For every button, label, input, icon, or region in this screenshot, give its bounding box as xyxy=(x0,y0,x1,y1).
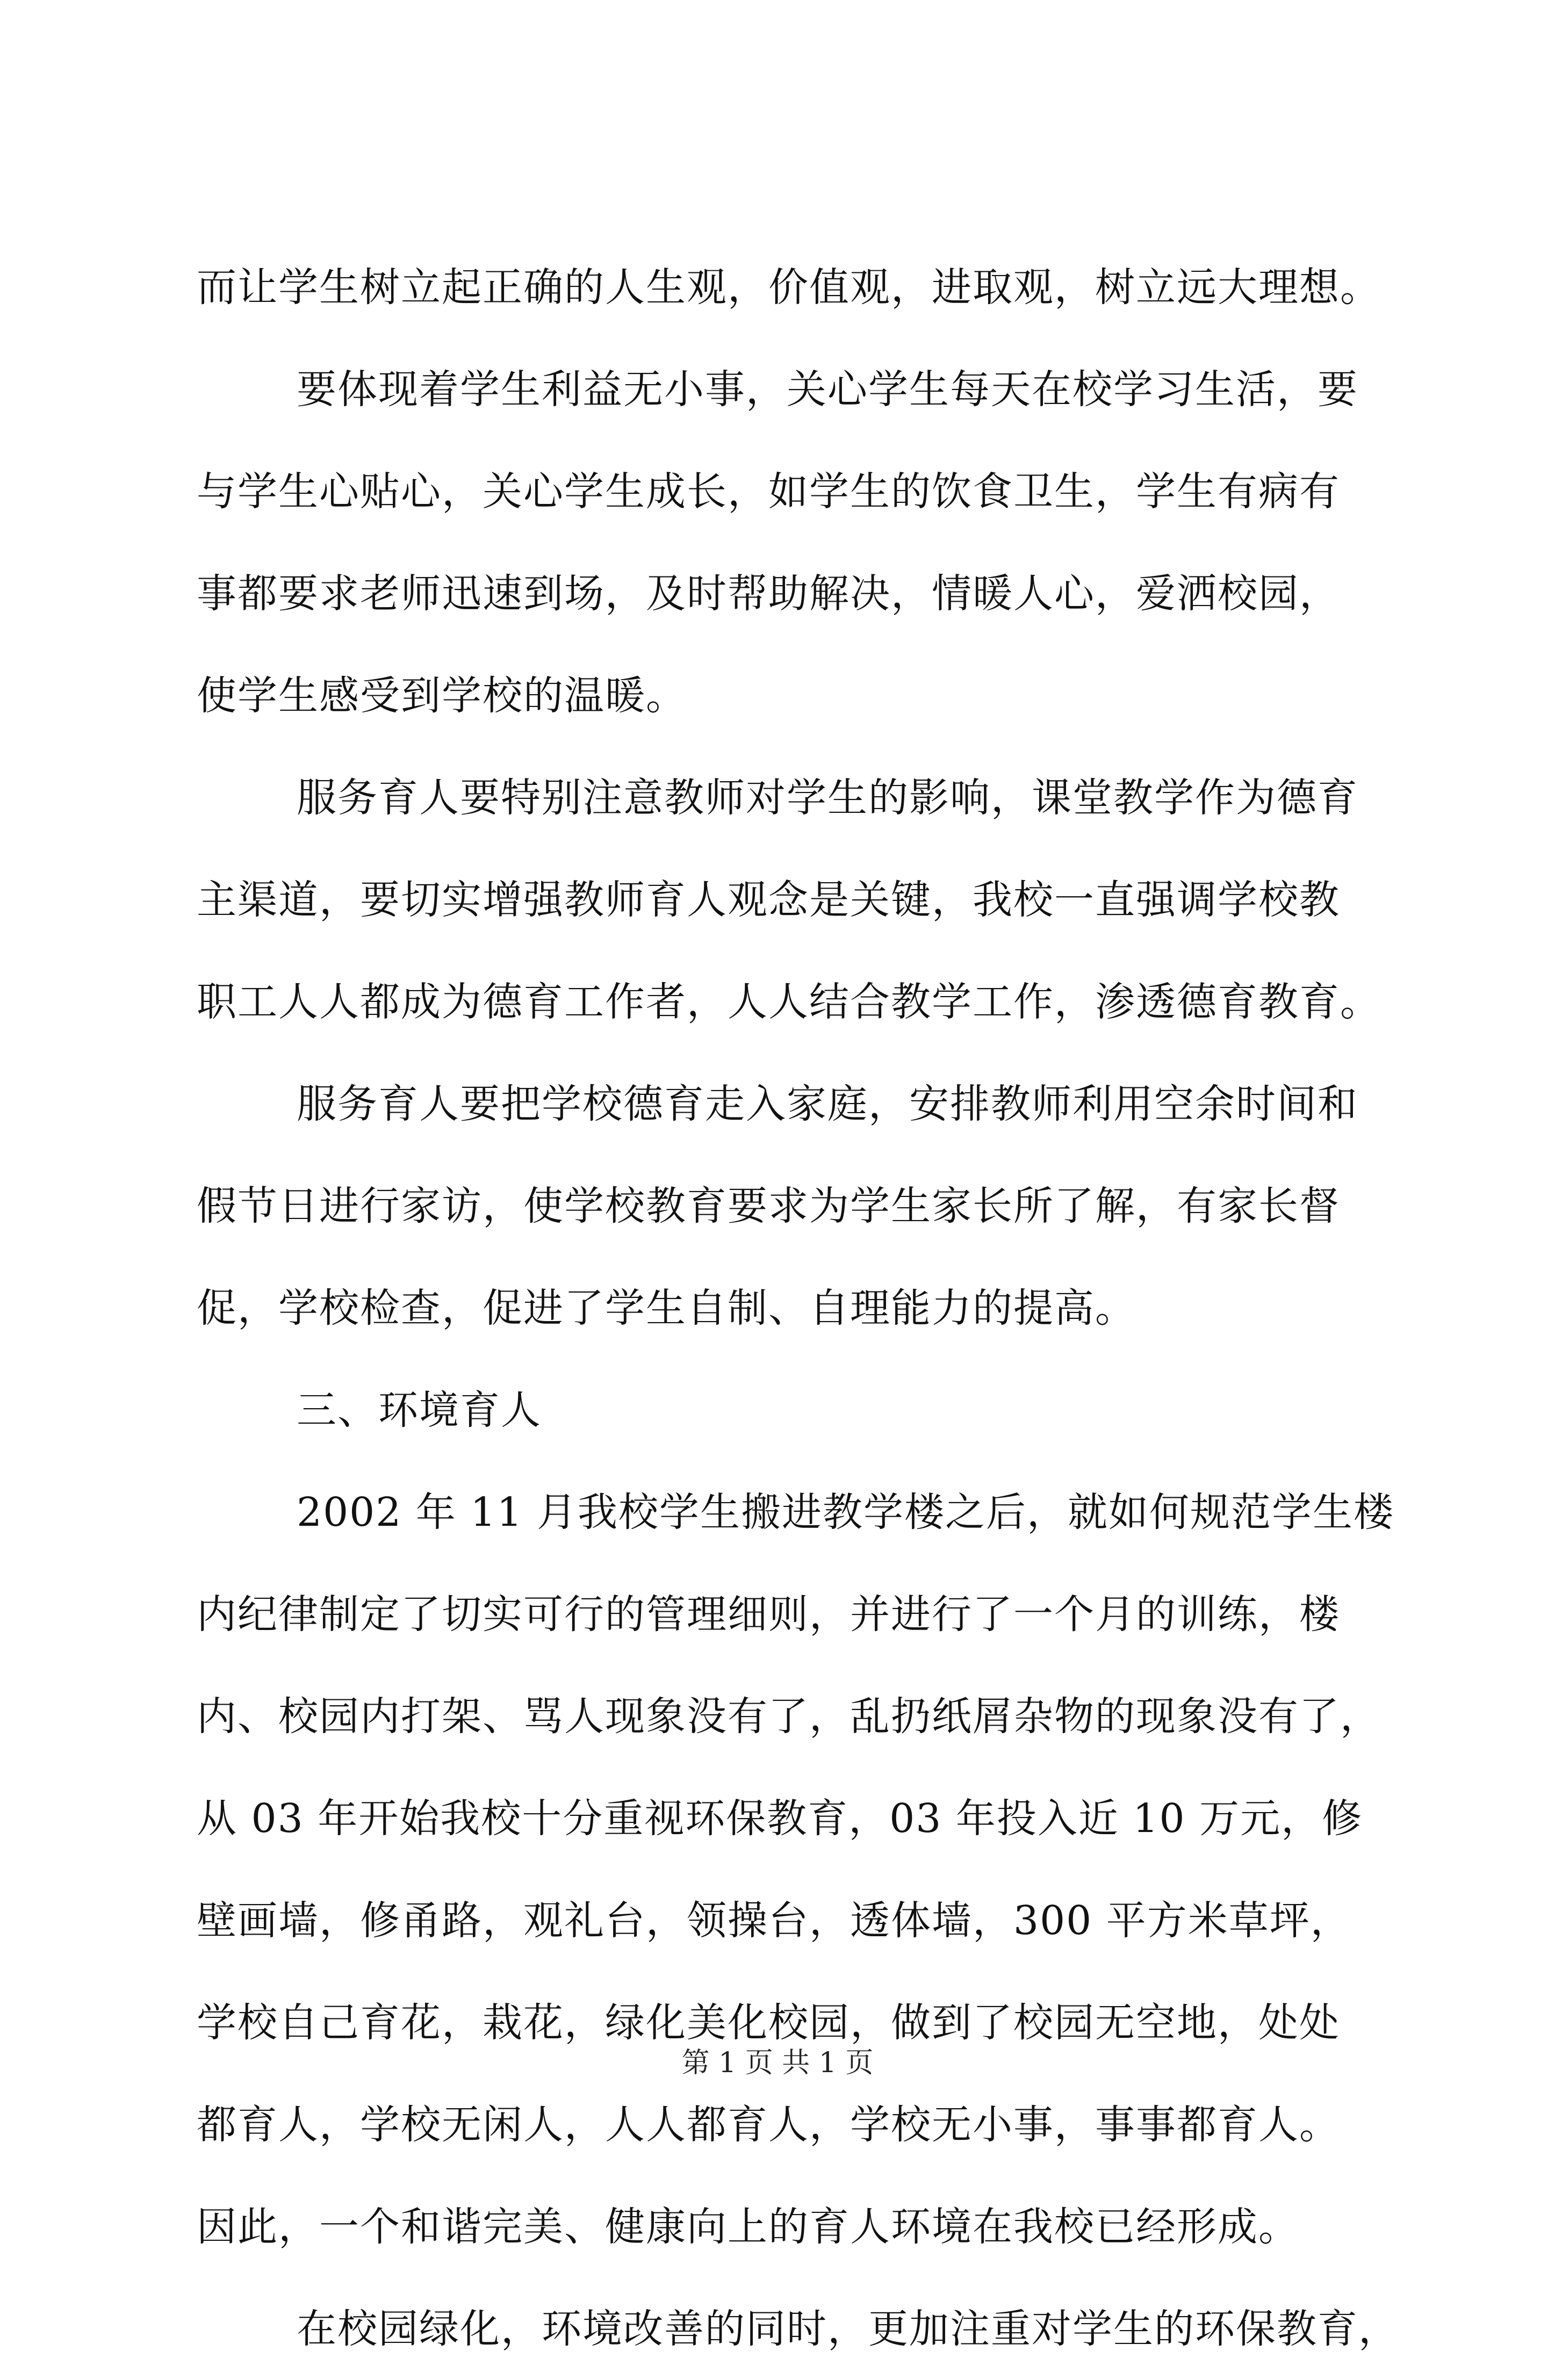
section-heading: 三、环境育人 xyxy=(297,1387,542,1433)
text-line: 内纪律制定了切实可行的管理细则，并进行了一个月的训练，楼 xyxy=(197,1591,1340,1638)
paragraph-start-line: 要体现着学生利益无小事，关心学生每天在校学习生活，要 xyxy=(297,366,1358,413)
paragraph-start-line: 2002 年 11 月我校学生搬进教学楼之后，就如何规范学生楼 xyxy=(297,1489,1395,1535)
text-line: 学校自己育花，栽花，绿化美化校园，做到了校园无空地，处处 xyxy=(197,2000,1340,2046)
text-line: 与学生心贴心，关心学生成长，如学生的饮食卫生，学生有病有 xyxy=(197,468,1340,515)
text-line: 壁画墙，修甬路，观礼台，领操台，透体墙，300 平方米草坪， xyxy=(197,1898,1351,1944)
text-line: 主渠道，要切实增强教师育人观念是关键，我校一直强调学校教 xyxy=(197,877,1340,923)
text-line: 都育人，学校无闲人，人人都育人，学校无小事，事事都育人。 xyxy=(197,2102,1340,2148)
text-line: 事都要求老师迅速到场，及时帮助解决，情暖人心，爱洒校园， xyxy=(197,571,1340,617)
text-line: 职工人人都成为德育工作者，人人结合教学工作，渗透德育教育。 xyxy=(197,979,1381,1025)
text-line: 因此，一个和谐完美、健康向上的育人环境在我校已经形成。 xyxy=(197,2204,1299,2250)
paragraph-start-line: 服务育人要特别注意教师对学生的影响，课堂教学作为德育 xyxy=(297,775,1358,821)
paragraph-start-line: 服务育人要把学校德育走入家庭，安排教师利用空余时间和 xyxy=(297,1081,1358,1127)
text-line: 假节日进行家访，使学校教育要求为学生家长所了解，有家长督 xyxy=(197,1183,1340,1229)
paragraph-start-line: 在校园绿化，环境改善的同时，更加注重对学生的环保教育， xyxy=(297,2306,1399,2352)
text-line: 从 03 年开始我校十分重视环保教育，03 年投入近 10 万元，修 xyxy=(197,1795,1363,1842)
text-line: 内、校园内打架、骂人现象没有了，乱扔纸屑杂物的现象没有了， xyxy=(197,1693,1381,1740)
text-line: 而让学生树立起正确的人生观，价值观，进取观，树立远大理想。 xyxy=(197,264,1381,311)
text-line: 使学生感受到学校的温暖。 xyxy=(197,673,687,719)
text-line: 促，学校检查，促进了学生自制、自理能力的提高。 xyxy=(197,1285,1136,1331)
page-footer xyxy=(0,2044,1555,2082)
page-number-label: 第 1 页 共 1 页 xyxy=(681,2047,874,2079)
